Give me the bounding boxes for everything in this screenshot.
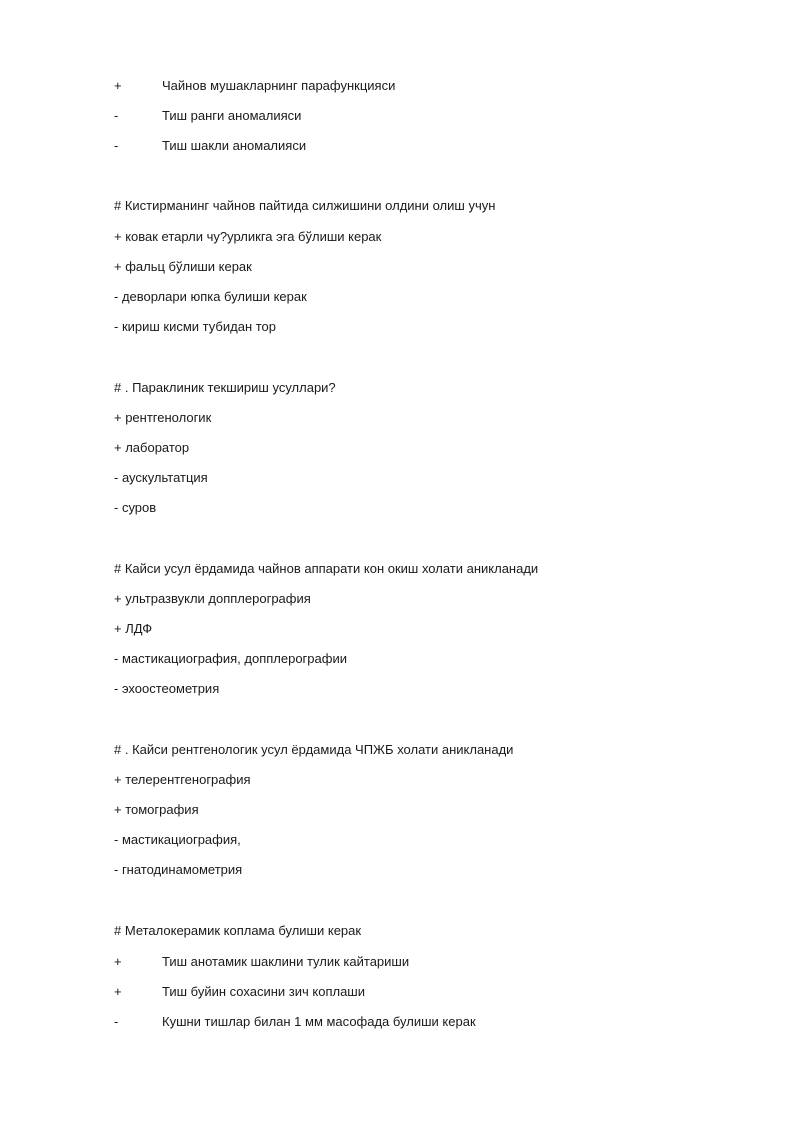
- answer-marker: +: [114, 78, 122, 93]
- answer-option: [114, 108, 301, 124]
- answer-text: Кушни тишлар билан 1 мм масофада булиши керак: [162, 1014, 476, 1029]
- answer-option: + рентгенологик: [114, 410, 212, 425]
- answer-option: [114, 138, 306, 154]
- answer-option: + телерентгенография: [114, 772, 251, 787]
- question-heading: # Кайси усул ёрдамида чайнов аппарати кон окиш холати аникланади: [114, 561, 539, 576]
- answer-marker: -: [114, 138, 119, 153]
- answer-marker: +: [114, 954, 122, 969]
- answer-option: - мастикациография,: [114, 832, 241, 847]
- answer-option: - кириш кисми тубидан тор: [114, 319, 277, 334]
- answer-option: + ковак етарли чу?урликга эга бўлиши керак: [114, 229, 382, 244]
- answer-option: - мастикациография, допплерографии: [114, 651, 347, 666]
- answer-marker: -: [114, 1014, 119, 1029]
- answer-option: [114, 1014, 476, 1030]
- answer-option: [114, 78, 395, 94]
- answer-option: + ЛДФ: [114, 621, 153, 636]
- answer-option: - эхоостеометрия: [114, 681, 220, 696]
- answer-option: - деворлари юпка булиши керак: [114, 289, 307, 304]
- answer-option: - аускультатция: [114, 470, 208, 485]
- answer-option: [114, 954, 409, 970]
- answer-option: - суров: [114, 500, 157, 515]
- answer-option: - гнатодинамометрия: [114, 862, 243, 877]
- answer-marker: -: [114, 108, 119, 123]
- answer-text: Тиш анотамик шаклини тулик кайтариши: [162, 954, 410, 969]
- question-heading: # Кистирманинг чайнов пайтида силжишини олдини олиш учун: [114, 198, 496, 213]
- answer-text: Чайнов мушакларнинг парафункцияси: [162, 78, 396, 93]
- answer-text: Тиш буйин сохасини зич коплаши: [162, 984, 365, 999]
- answer-marker: +: [114, 984, 122, 999]
- answer-text: Тиш шакли аномалияси: [162, 138, 307, 153]
- question-heading: # . Кайси рентгенологик усул ёрдамида ЧПЖБ холати аникланади: [114, 742, 514, 757]
- question-heading: # . Параклиник текшириш усуллари?: [114, 380, 336, 395]
- answer-option: + фальц бўлиши керак: [114, 259, 252, 274]
- answer-option: + лаборатор: [114, 440, 190, 455]
- answer-option: + томография: [114, 802, 199, 817]
- answer-option: [114, 984, 365, 1000]
- answer-text: Тиш ранги аномалияси: [162, 108, 302, 123]
- answer-option: + ультразвукли допплерография: [114, 591, 311, 606]
- question-heading: # Металокерамик коплама булиши керак: [114, 923, 362, 938]
